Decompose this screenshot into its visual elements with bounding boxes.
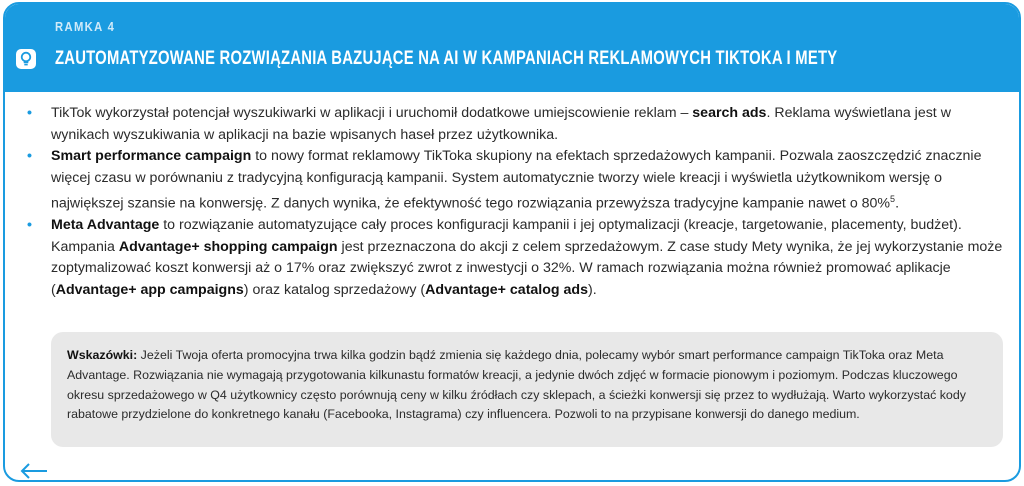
bullet-dot-icon: • [27,217,32,234]
box-title: ZAUTOMATYZOWANE ROZWIĄZANIA BAZUJĄCE NA AI W KAMPANIACH REKLAMOWYCH TIKTOKA I METY [55,48,838,69]
bullet-dot-icon: • [27,105,32,121]
info-box [3,2,1021,482]
box-label: RAMKA 4 [55,20,116,34]
list-item: • TikTok wykorzystał potencjał wyszukiwarki w aplikacji i uruchomił dodatkowe umiejscowienie reklam – search ads. Reklama wyświetlana jest w wynikach wyszukiwania w aplikacji na bazie wpisanych haseł przez użytkownika. [27,105,951,143]
box-header [5,4,1019,92]
bullet-list [27,103,1013,301]
footnote-ref: 5 [890,194,896,204]
list-item: • Smart performance campaign to nowy format reklamowy TikToka skupiony na efektach sprzedażowych kampanii. Pozwala zaoszczędzić znacznie więcej czasu w porównaniu z tradycyjną konfiguracją kampanii. System automatycznie tworzy wiele kreacji i wyświetla użytkownikom wersję o największej szansie na konwersję. Z danych wynika, że efektywność tego rozwiązania przewyższa tradycyjne kampanie nawet o 80%$^5$. [27,148,982,212]
tips-text: Jeżeli Twoja oferta promocyjna trwa kilka godzin bądź zmienia się każdego dnia, polecamy wybór smart performance campaign TikToka oraz Meta Advantage. Rozwiązania nie wymagają przygotowania kilkunastu formatów kreacji, a jedynie dwóch zdjęć w formacie pionowym i poziomym. Podczas kluczowego okresu sprzedażowego w Q4 użytkownicy często porównują ceny w kilku źródłach czy sklepach, a ścieżki konwersji się przez to wydłużają. Warto wykorzystać kody rabatowe przydzielone do konkretnego kanału (Facebooka, Instagrama) czy influencera. Pozwoli to na przypisane konwersji do danego medium. [67,348,966,422]
arrow-left-icon[interactable] [19,462,49,480]
bullet-dot-icon: • [27,148,32,164]
tips-box [51,332,1003,447]
list-item: • Meta Advantage to rozwiązanie automatyzujące cały proces konfiguracji kampanii i jej optymalizacji (kreacje, targetowanie, placementy, budżet). Kampania Advantage+ shopping campaign jest przeznaczona do akcji z celem sprzedażowym. Z case study Mety wynika, że jej wykorzystanie może zoptymalizować koszt konwersji aż o 17% oraz zwiększyć zwrot z inwestycji o 32%. W ramach rozwiązania można również promować aplikacje (Advantage+ app campaigns) oraz katalog sprzedażowy (Advantage+ catalog ads). [27,217,1003,298]
lightbulb-icon [15,48,37,70]
tips-label: Wskazówki: [67,348,138,362]
